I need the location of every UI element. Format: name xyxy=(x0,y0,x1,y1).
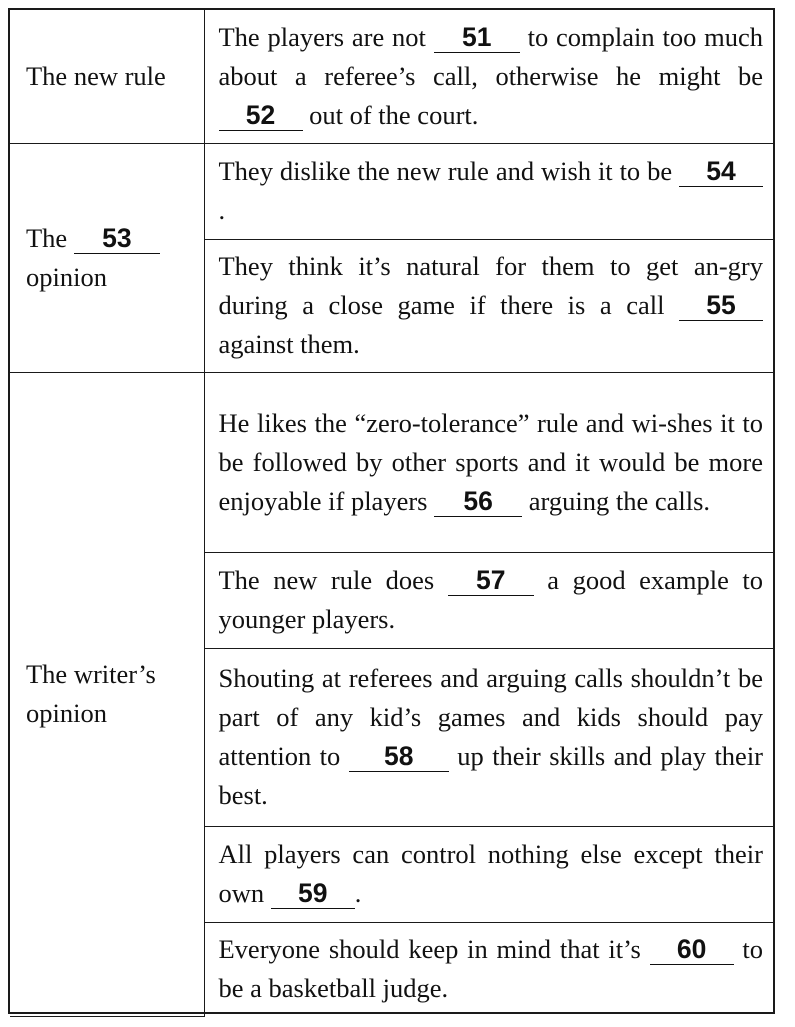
writer-item-1 xyxy=(204,372,773,552)
table-row xyxy=(10,143,773,239)
blank-56[interactable]: 56 xyxy=(434,486,522,517)
text-segment: They dislike the new rule and wish it to be xyxy=(218,156,673,186)
row-label-writer: The writer’s opinion xyxy=(10,372,204,1016)
row-label-opinion xyxy=(10,143,204,372)
text-segment: against them. xyxy=(218,329,360,359)
writer-item-2 xyxy=(204,552,773,648)
text-segment: The players are not xyxy=(218,21,426,52)
table-row xyxy=(10,10,773,143)
opinion-item-1 xyxy=(204,143,773,239)
text-segment: They think it’s natural for them to get an-gry during a close game if there is a call xyxy=(218,251,763,320)
writer-item-4 xyxy=(204,826,773,922)
writer-item-3 xyxy=(204,648,773,826)
text-segment: out of the court. xyxy=(309,99,479,130)
text-segment: . xyxy=(354,878,362,908)
blank-52[interactable]: 52 xyxy=(219,100,303,131)
text-segment: to be a basketball judge. xyxy=(218,934,764,1004)
blank-59[interactable]: 59 xyxy=(271,878,355,909)
blank-55[interactable]: 55 xyxy=(679,290,763,321)
text-segment: He likes the “zero-tolerance” rule and wi-shes it to be followed by other sports and it would be more enjoyable if players xyxy=(218,407,763,516)
table-row xyxy=(10,372,773,552)
text-segment: to complain too much about a referee’s call, otherwise he might be xyxy=(218,21,764,91)
blank-57[interactable]: 57 xyxy=(448,565,534,596)
new-rule-description xyxy=(204,10,773,143)
label-prefix: The xyxy=(26,222,68,253)
text-segment: Everyone should keep in mind that it’s xyxy=(218,934,641,965)
text-segment: arguing the calls. xyxy=(528,485,711,516)
text-segment: a good example to younger players. xyxy=(218,565,764,634)
label-suffix: opinion xyxy=(26,261,107,292)
text-segment: The new rule does xyxy=(218,565,435,595)
blank-60[interactable]: 60 xyxy=(650,934,734,965)
blank-51[interactable]: 51 xyxy=(434,22,520,53)
blank-58[interactable]: 58 xyxy=(349,741,449,772)
text-segment: Shouting at referees and arguing calls shouldn’t be part of any kid’s games and kids should pay attention to xyxy=(218,663,763,771)
row-label-new-rule: The new rule xyxy=(10,10,204,143)
opinion-item-2 xyxy=(204,239,773,372)
blank-53[interactable]: 53 xyxy=(74,223,160,254)
writer-item-5 xyxy=(204,922,773,1016)
blank-54[interactable]: 54 xyxy=(679,156,763,187)
text-segment: All players can control nothing else except their own xyxy=(218,839,763,908)
summary-table xyxy=(10,10,773,1017)
text-segment: . xyxy=(218,195,226,225)
text-segment: up their skills and play their best. xyxy=(218,741,764,810)
summary-table-frame xyxy=(8,8,775,1014)
